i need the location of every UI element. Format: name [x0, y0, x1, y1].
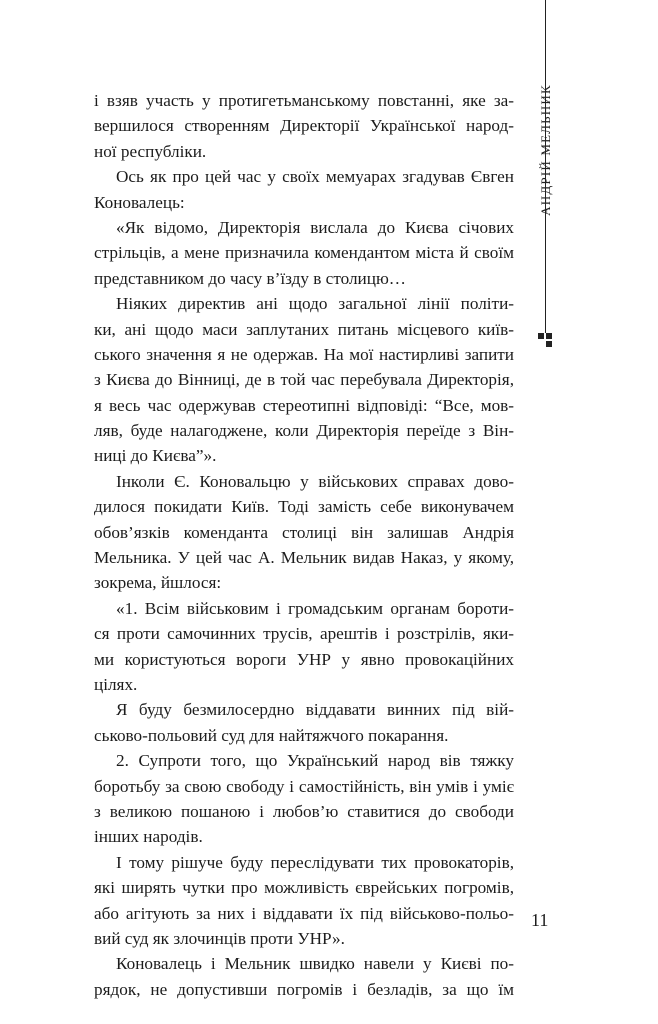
text-line: боротьбу за свою свободу і самостійність, він умів і уміє [94, 776, 514, 796]
text-line: ки, ані щодо маси заплутаних питань місцевого київ- [94, 319, 514, 339]
text-line: Коновалець: [94, 192, 185, 212]
text-line: які ширять чутки про можливість єврейських погромів, [94, 878, 514, 898]
text-line: вий суд як злочинців проти УНР». [94, 928, 345, 948]
text-line: з великою пошаною і любов’ю ставитися до свободи [94, 801, 514, 821]
text-line: Ось як про цей час у своїх мемуарах згадував Євген [116, 167, 514, 187]
text-line: інших народів. [94, 827, 203, 847]
text-line: ної республіки. [94, 141, 207, 161]
text-line: дилося покидати Київ. Тоді замість себе виконувачем [94, 497, 514, 517]
text-line: І тому рішуче буду переслідувати тих провокаторів, [116, 852, 514, 872]
text-line: обов’язків коменданта столиці він залишав Андрія [94, 522, 514, 542]
text-line: рядок, не допустивши погромів і безладів, за що їм [94, 979, 514, 999]
text-line: Коновалець і Мельник швидко навели у Києві по- [116, 954, 514, 974]
body-text [94, 88, 514, 1002]
text-line: я весь час одержував стереотипні відповіді: “Все, мов- [94, 395, 514, 415]
text-line: з Києва до Вінниці, де в той час перебувала Директорія, [94, 370, 514, 390]
text-line: зокрема, йшлося: [94, 573, 222, 593]
text-line: ми користуються вороги УНР у явно провокаційних [94, 649, 514, 669]
text-line: ся проти самочинних трусів, арештів і розстрілів, яки- [94, 624, 514, 644]
text-line: стрільців, а мене призначила комендантом міста й своїм [94, 243, 514, 263]
text-line: Інколи Є. Коновальцю у військових справах дово- [116, 471, 514, 491]
text-line: і взяв участь у протигетьманському повстанні, яке за- [94, 91, 514, 110]
page-number: 11 [531, 910, 549, 930]
text-line: «1. Всім військовим і громадським органам бороти- [116, 598, 514, 618]
text-line: Ніяких директив ані щодо загальної лінії політи- [116, 294, 514, 314]
text-line: представником до часу в’їзду в столицю… [94, 268, 406, 288]
text-line: ляв, буде налагоджене, коли Директорія переїде з Він- [94, 421, 514, 441]
running-head: АНДРІЙ МЕЛЬНИК [538, 84, 553, 216]
text-line: ськово-польовий суд для найтяжчого покарання. [94, 725, 449, 745]
text-line: «Як відомо, Директорія вислала до Києва січових [116, 217, 514, 237]
section-marker-icon [538, 333, 554, 349]
text-line: ниці до Києва”». [94, 446, 217, 466]
text-line: Я буду безмилосердно віддавати винних під вій- [116, 700, 514, 720]
text-line: Мельника. У цей час А. Мельник видав Наказ, у якому, [94, 548, 514, 568]
text-line: або агітують за них і віддавати їх під військово-польо- [94, 903, 514, 923]
text-line: вершилося створенням Директорії Української народ- [94, 116, 514, 136]
text-line: 2. Супроти того, що Український народ вів тяжку [116, 751, 514, 771]
text-line: цілях. [94, 674, 138, 694]
text-line: ського значення я не одержав. На мої настирливі запити [94, 344, 514, 364]
